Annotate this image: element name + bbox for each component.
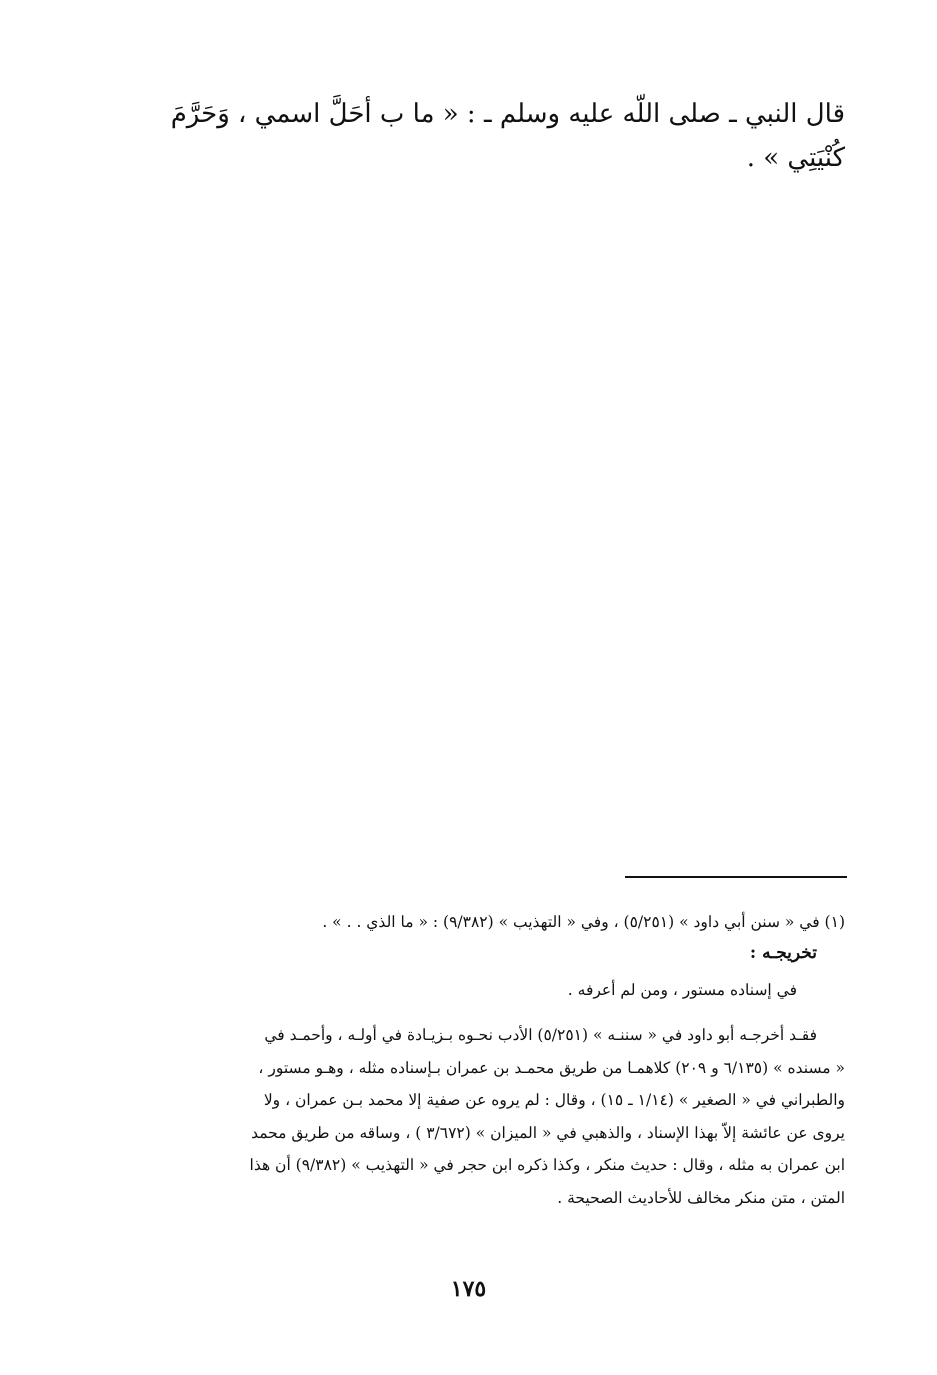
hadith-text: قال النبي ـ صلى اللّه عليه وسلم ـ : « ما ب أحَلَّ اسمي ، وَحَرَّمَ كُنْيَتِي » .: [170, 99, 845, 173]
takhrij-heading: تخريجـه :: [749, 943, 817, 963]
takhrij-paragraph: [133, 1019, 845, 1214]
paragraph-line: المتن ، متن منكر مخالف للأحاديث الصحيحة .: [557, 1188, 845, 1207]
footnotes-section: [133, 908, 845, 1214]
paragraph-line: « مسنده » (٦/١٣٥ و ٢٠٩) كلاهمـا من طريق محمـد بن عمران بـإسناده مثله ، وهـو مستور ،: [258, 1058, 845, 1077]
takhrij-summary: في إسناده مستور ، ومن لم أعرفه .: [567, 981, 797, 999]
footnote-separator: [625, 876, 847, 878]
paragraph-line: والطبراني في « الصغير » (١/١٤ ـ ١٥) ، وقال : لم يروه عن صفية إلا محمد بـن عمران ، ولا: [263, 1091, 845, 1109]
paragraph-line: يروى عن عائشة إلاّ بهذا الإسناد ، والذهبي في « الميزان » (٣/٦٧٢ ) ، وساقه من طريق محمد: [251, 1123, 845, 1142]
footnote-1: (١) في « سنن أبي داود » (٥/٢٥١) ، وفي « التهذيب » (٩/٣٨٢) : « ما الذي . . » .: [322, 913, 845, 931]
paragraph-line: ابن عمران به مثله ، وقال : حديث منكر ، وكذا ذكره ابن حجر في « التهذيب » (٩/٣٨٢) أن هذا: [249, 1156, 845, 1174]
page-number: ١٧٥: [450, 1276, 487, 1302]
paragraph-line: فقـد أخرجـه أبو داود في « سننـه » (٥/٢٥١) الأدب نحـوه بـزيـادة في أولـه ، وأحمـد في: [264, 1026, 817, 1044]
